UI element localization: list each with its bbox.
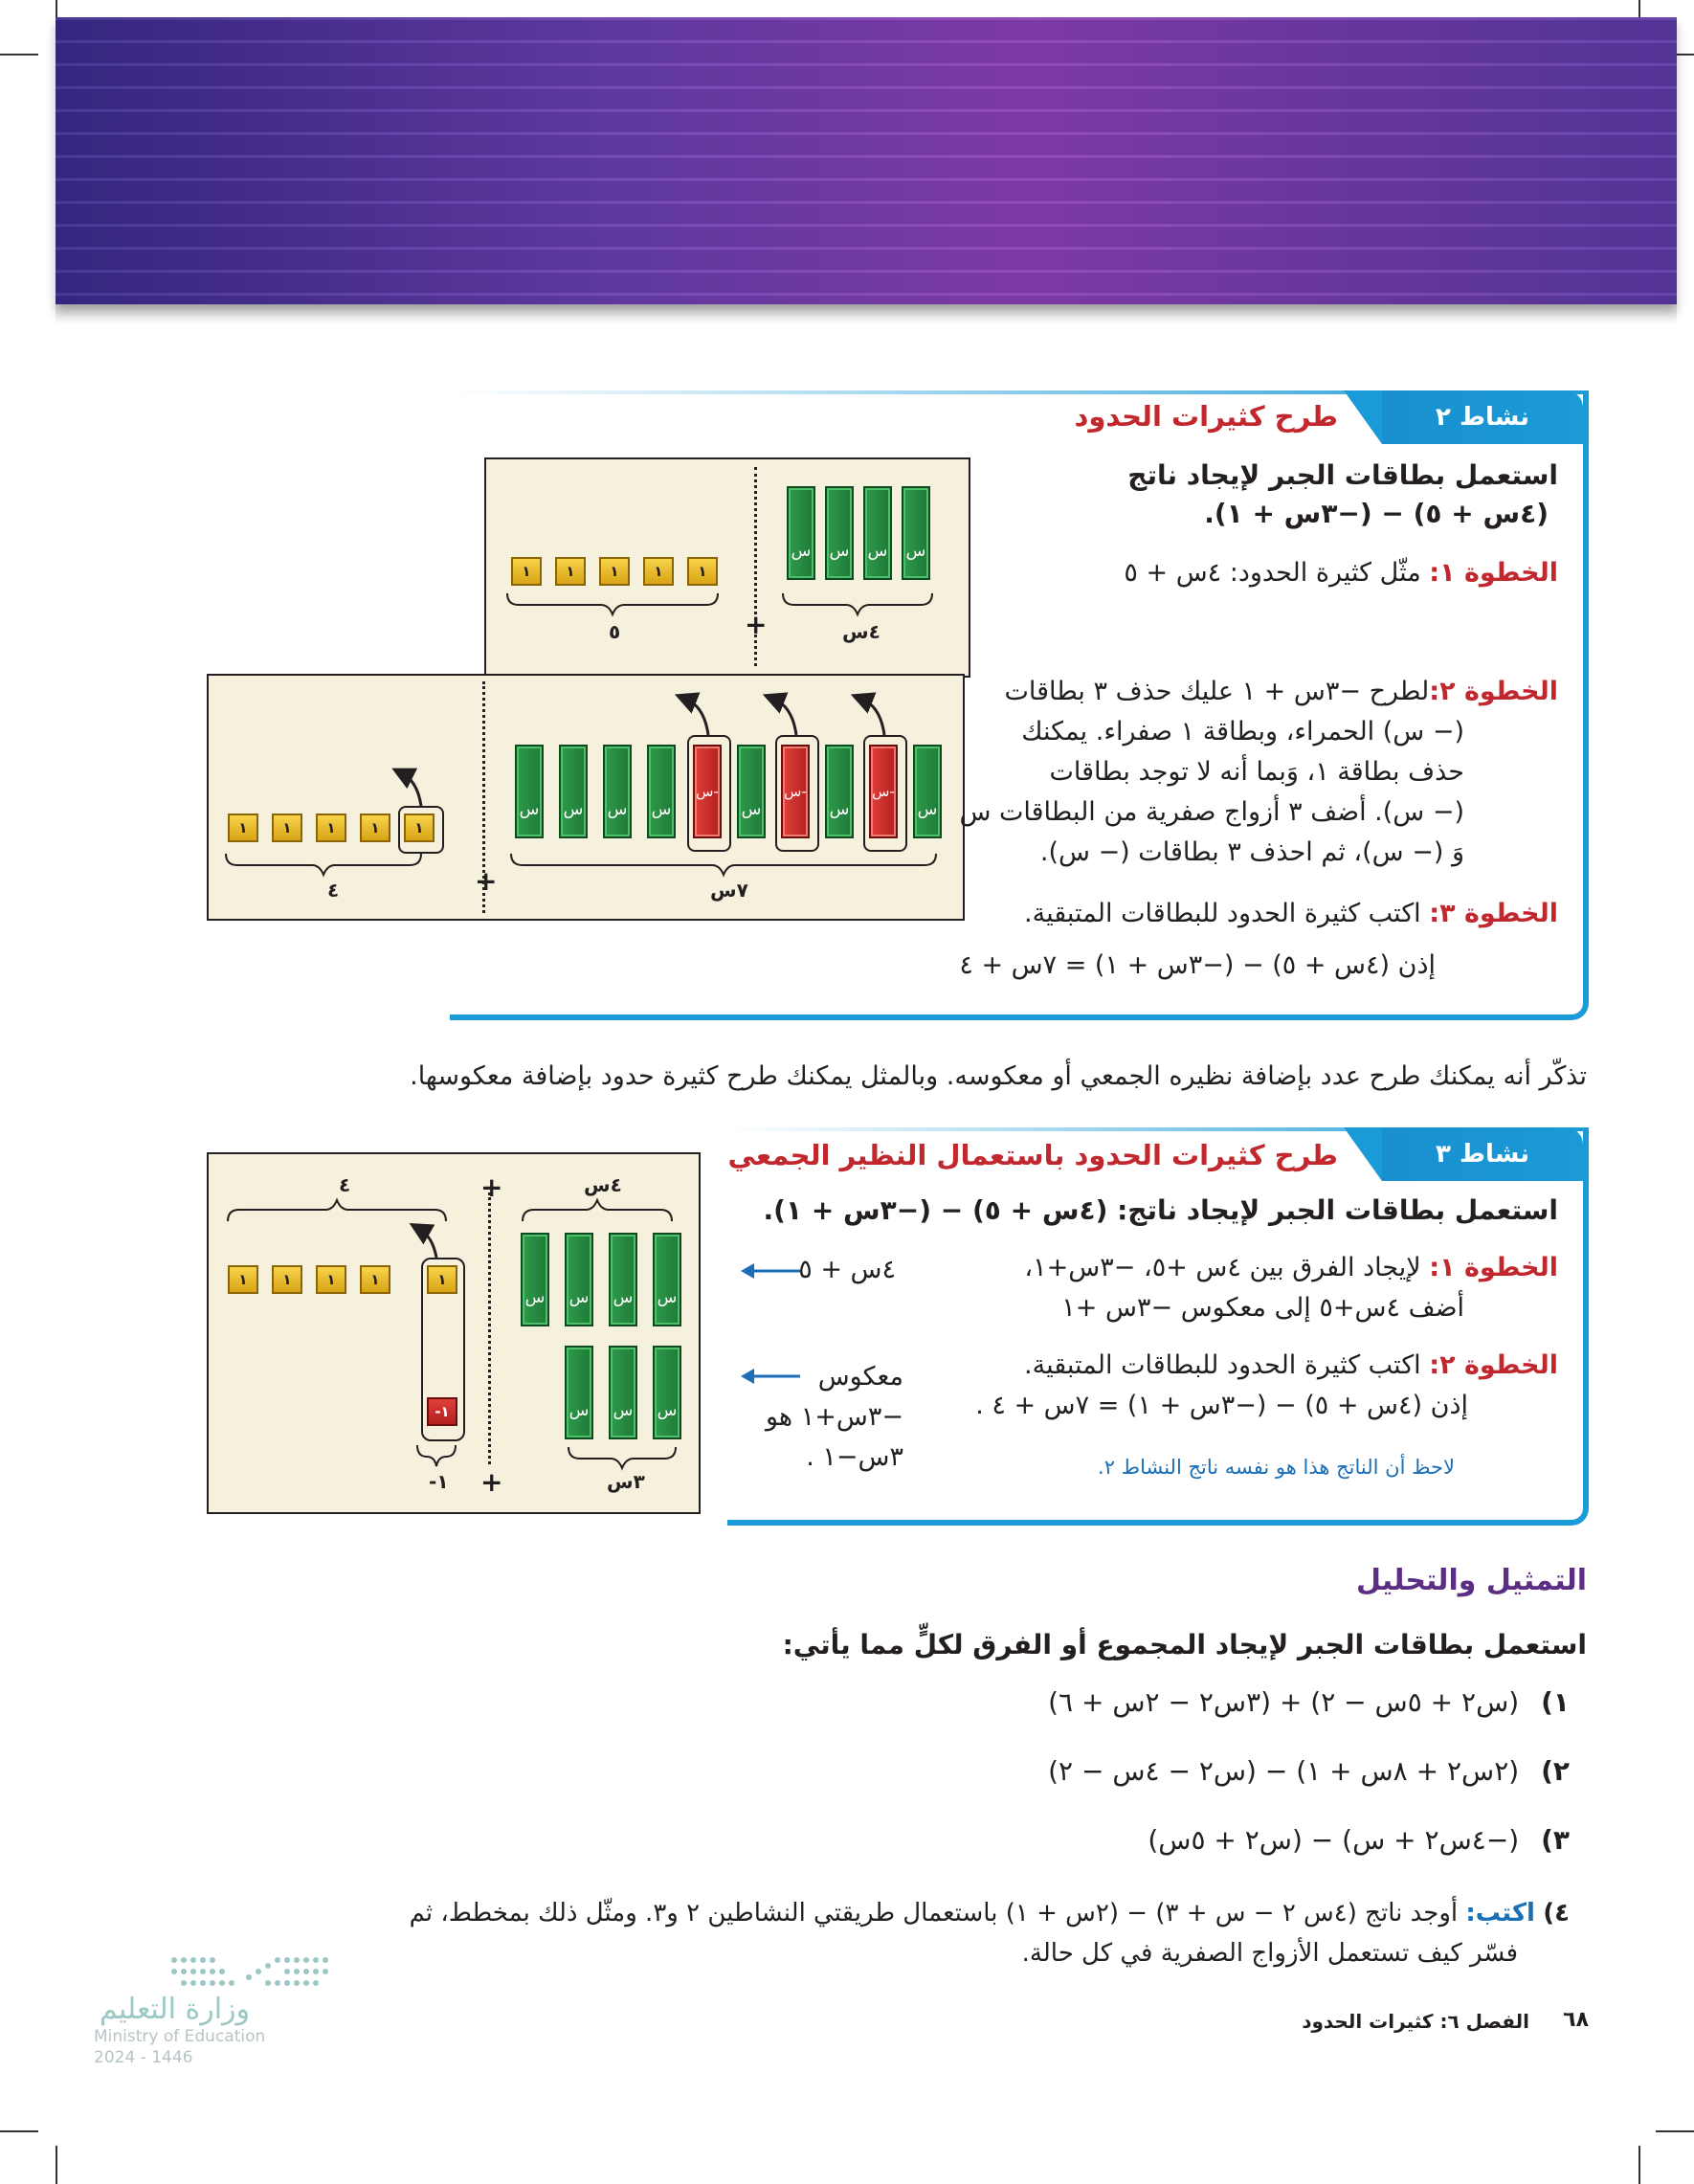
- activity3-step2: [1024, 1346, 1558, 1386]
- banner-shadow: [56, 304, 1677, 325]
- footer-page-number: ٦٨: [1563, 2008, 1589, 2032]
- plus-sign: +: [480, 1171, 503, 1203]
- x-tile: س: [902, 486, 930, 580]
- exercise-item: [1048, 1686, 1570, 1718]
- x-tile: س: [609, 1233, 637, 1326]
- unit-tile: ١: [555, 557, 586, 586]
- exercise-number: ١): [1541, 1686, 1570, 1718]
- unit-tile: ١: [687, 557, 718, 586]
- section-title: التمثيل والتحليل: [1356, 1564, 1587, 1597]
- activity2-step3: [1024, 894, 1558, 934]
- brace-label-x: ٤س: [842, 620, 880, 643]
- step-text: مثّل كثيرة الحدود: ٤س + ٥: [1124, 558, 1421, 588]
- activity2-figure2: [207, 674, 965, 921]
- plus-sign: +: [480, 1466, 503, 1498]
- activity3-intro: استعمل بطاقات الجبر لإيجاد ناتج: (٤س + ٥) − (−٣س + ١).: [763, 1194, 1558, 1226]
- arrow2-label-line: معكوس: [817, 1362, 903, 1392]
- step-text-line: (− س). أضف ٣ أزواج صفرية من البطاقات س: [959, 797, 1464, 827]
- x-tile: س: [515, 745, 544, 838]
- plus-sign: +: [745, 609, 768, 640]
- unit-tile: ١: [360, 813, 390, 842]
- crop-mark: [0, 54, 38, 56]
- header-banner: [56, 17, 1677, 304]
- exercise-text: أوجد ناتج (٤س ٢ − س + ٣) − (٢س + ١) باستعمال طريقتي النشاطين ٢ و٣. ومثّل ذلك بمخطط، ثم: [409, 1899, 1459, 1928]
- exercise-number: ٣): [1541, 1824, 1570, 1856]
- activity3-result: إذن (٤س + ٥) − (−٣س + ١) = ٧س + ٤ .: [975, 1391, 1468, 1420]
- exercise-item: [1148, 1824, 1570, 1856]
- crop-mark: [0, 2130, 38, 2132]
- x-tile: س: [559, 745, 588, 838]
- exercise-number: ٤): [1543, 1899, 1570, 1928]
- unit-tile: ١: [643, 557, 674, 586]
- brace-label-one: ٥: [609, 620, 621, 643]
- brace-label-one: ٤: [339, 1173, 351, 1196]
- divider-line: [488, 1192, 491, 1464]
- unit-tile: ١: [511, 557, 542, 586]
- brace-label-x: ٤س: [584, 1173, 622, 1196]
- activity2-title: طرح كثيرات الحدود: [1074, 400, 1338, 433]
- exercise-write-label: اكتب:: [1465, 1899, 1535, 1928]
- x-tile: س: [653, 1233, 681, 1326]
- x-tile: س: [863, 486, 892, 580]
- activity2-tab: [1382, 390, 1583, 444]
- crop-mark: [1638, 2146, 1640, 2184]
- activity2-tab-label: نشاط ٢: [1436, 403, 1529, 432]
- activity3-title: طرح كثيرات الحدود باستعمال النظير الجمعي: [727, 1139, 1338, 1171]
- exercise-4-line2: فسّر كيف تستعمل الأزواج الصفرية في كل حالة.: [1021, 1939, 1518, 1968]
- exercise-text: (٢س٢ + ٨س + ١) − (س٢ − ٤س − ٢): [1048, 1755, 1520, 1787]
- unit-tile: ١: [316, 1265, 346, 1294]
- x-tile: س: [913, 745, 942, 838]
- x-tile: س: [825, 745, 854, 838]
- step-text-line: حذف بطاقة ١، وَبما أنه لا توجد بطاقات: [1049, 757, 1464, 787]
- step-label: الخطوة ٣:: [1429, 899, 1558, 928]
- unit-tile: ١: [272, 1265, 302, 1294]
- step-label: الخطوة ٢:: [1429, 677, 1558, 706]
- unit-tile: ١: [599, 557, 630, 586]
- brace-label-one: ١-: [429, 1470, 449, 1493]
- x-tile: س: [521, 1233, 549, 1326]
- unit-tile: ١: [228, 1265, 258, 1294]
- x-tile: س: [787, 486, 815, 580]
- x-tile: س: [603, 745, 632, 838]
- neg-unit-tile: ١-: [427, 1397, 457, 1426]
- arrow-left-icon: [741, 1365, 802, 1388]
- activity2-figure1: [484, 457, 970, 678]
- unit-tile: ١: [360, 1265, 390, 1294]
- ministry-name-en: Ministry of Education: [94, 2027, 266, 2046]
- activity2-result: إذن (٤س + ٥) − (−٣س + ١) = ٧س + ٤: [959, 950, 1436, 980]
- removal-arrows: [209, 676, 963, 919]
- neg-x-tile: -س: [781, 745, 810, 838]
- exercise-item: [1048, 1755, 1570, 1787]
- exercise-4: [410, 1893, 1570, 1933]
- x-tile: س: [565, 1233, 593, 1326]
- step-text-line: وَ (− س)، ثم احذف ٣ بطاقات (− س).: [1039, 837, 1464, 867]
- activity2-step1: [1124, 553, 1558, 593]
- neg-x-tile: -س: [869, 745, 898, 838]
- step-text: اكتب كثيرة الحدود للبطاقات المتبقية.: [1024, 1350, 1421, 1380]
- x-tile: س: [737, 745, 766, 838]
- x-tile: س: [647, 745, 676, 838]
- crop-mark: [56, 2146, 57, 2184]
- arrow2-label-line: −٣س+١ هو: [765, 1402, 903, 1432]
- arrow-left-icon: [741, 1259, 802, 1282]
- brace-label-one: ٤: [327, 879, 340, 902]
- unit-tile: ١: [404, 813, 435, 842]
- brace-label-x: ٣س: [607, 1470, 645, 1493]
- step-text-line: (− س) الحمراء، وبطاقة ١ صفراء. يمكنك: [1021, 717, 1464, 747]
- arrow1-label: ٤س + ٥: [798, 1255, 896, 1284]
- x-tile: س: [653, 1346, 681, 1439]
- step-text-line: أضف ٤س+٥ إلى معكوس −٣س +١: [1061, 1293, 1464, 1323]
- brace-label-x: ٧س: [710, 879, 748, 902]
- exercise-number: ٢): [1541, 1755, 1570, 1787]
- activity3-figure: [207, 1152, 701, 1514]
- reminder-text: تذكّر أنه يمكنك طرح عدد بإضافة نظيره الجمعي أو معكوسه. وبالمثل يمكنك طرح كثيرة حدود بإضافة معكوسها.: [410, 1061, 1587, 1091]
- unit-tile: ١: [228, 813, 258, 842]
- activity3-tab: [1382, 1127, 1583, 1181]
- x-tile: س: [825, 486, 854, 580]
- step-label: الخطوة ١:: [1429, 1253, 1558, 1282]
- unit-tile: ١: [272, 813, 302, 842]
- step-text-line: لطرح −٣س + ١ عليك حذف ٣ بطاقات: [1004, 677, 1430, 706]
- crop-mark: [1656, 2130, 1694, 2132]
- step-text-line: لإيجاد الفرق بين ٤س +٥، −٣س+١،: [1024, 1253, 1421, 1282]
- activity3-note: لاحظ أن الناتج هذا هو نفسه ناتج النشاط ٢.: [1098, 1456, 1455, 1479]
- step-text: اكتب كثيرة الحدود للبطاقات المتبقية.: [1024, 899, 1421, 928]
- ministry-name-ar: وزارة التعليم: [100, 1993, 251, 2026]
- brace-graphic: [486, 459, 969, 676]
- activity2-intro-line2: (٤س + ٥) − (−٣س + ١).: [1204, 498, 1549, 529]
- x-tile: س: [609, 1346, 637, 1439]
- neg-x-tile: -س: [693, 745, 722, 838]
- practice-instruction: استعمل بطاقات الجبر لإيجاد المجموع أو الفرق لكلٍّ مما يأتي:: [782, 1629, 1587, 1660]
- unit-tile: ١: [427, 1265, 457, 1294]
- activity2-intro-line1: استعمل بطاقات الجبر لإيجاد ناتج: [1127, 459, 1558, 491]
- plus-sign: +: [475, 865, 498, 897]
- activity2-step2: [1004, 672, 1558, 712]
- activity3-step1: [1024, 1248, 1558, 1288]
- ministry-year: 2024 - 1446: [94, 2048, 193, 2067]
- unit-tile: ١: [316, 813, 346, 842]
- arrow2-label-line: ٣س−١ .: [806, 1442, 903, 1472]
- exercise-text: (−٤س٢ + س) − (س٢ + ٥س): [1148, 1824, 1520, 1856]
- exercise-text: (س٢ + ٥س − ٢) + (٣س٢ − ٢س + ٦): [1048, 1686, 1520, 1718]
- footer-chapter: الفصل ٦: كثيرات الحدود: [1302, 2010, 1529, 2033]
- activity3-tab-label: نشاط ٣: [1436, 1140, 1529, 1169]
- ministry-logo-icon: [168, 1952, 341, 1995]
- x-tile: س: [565, 1346, 593, 1439]
- step-label: الخطوة ٢:: [1429, 1350, 1558, 1380]
- step-label: الخطوة ١:: [1429, 558, 1558, 588]
